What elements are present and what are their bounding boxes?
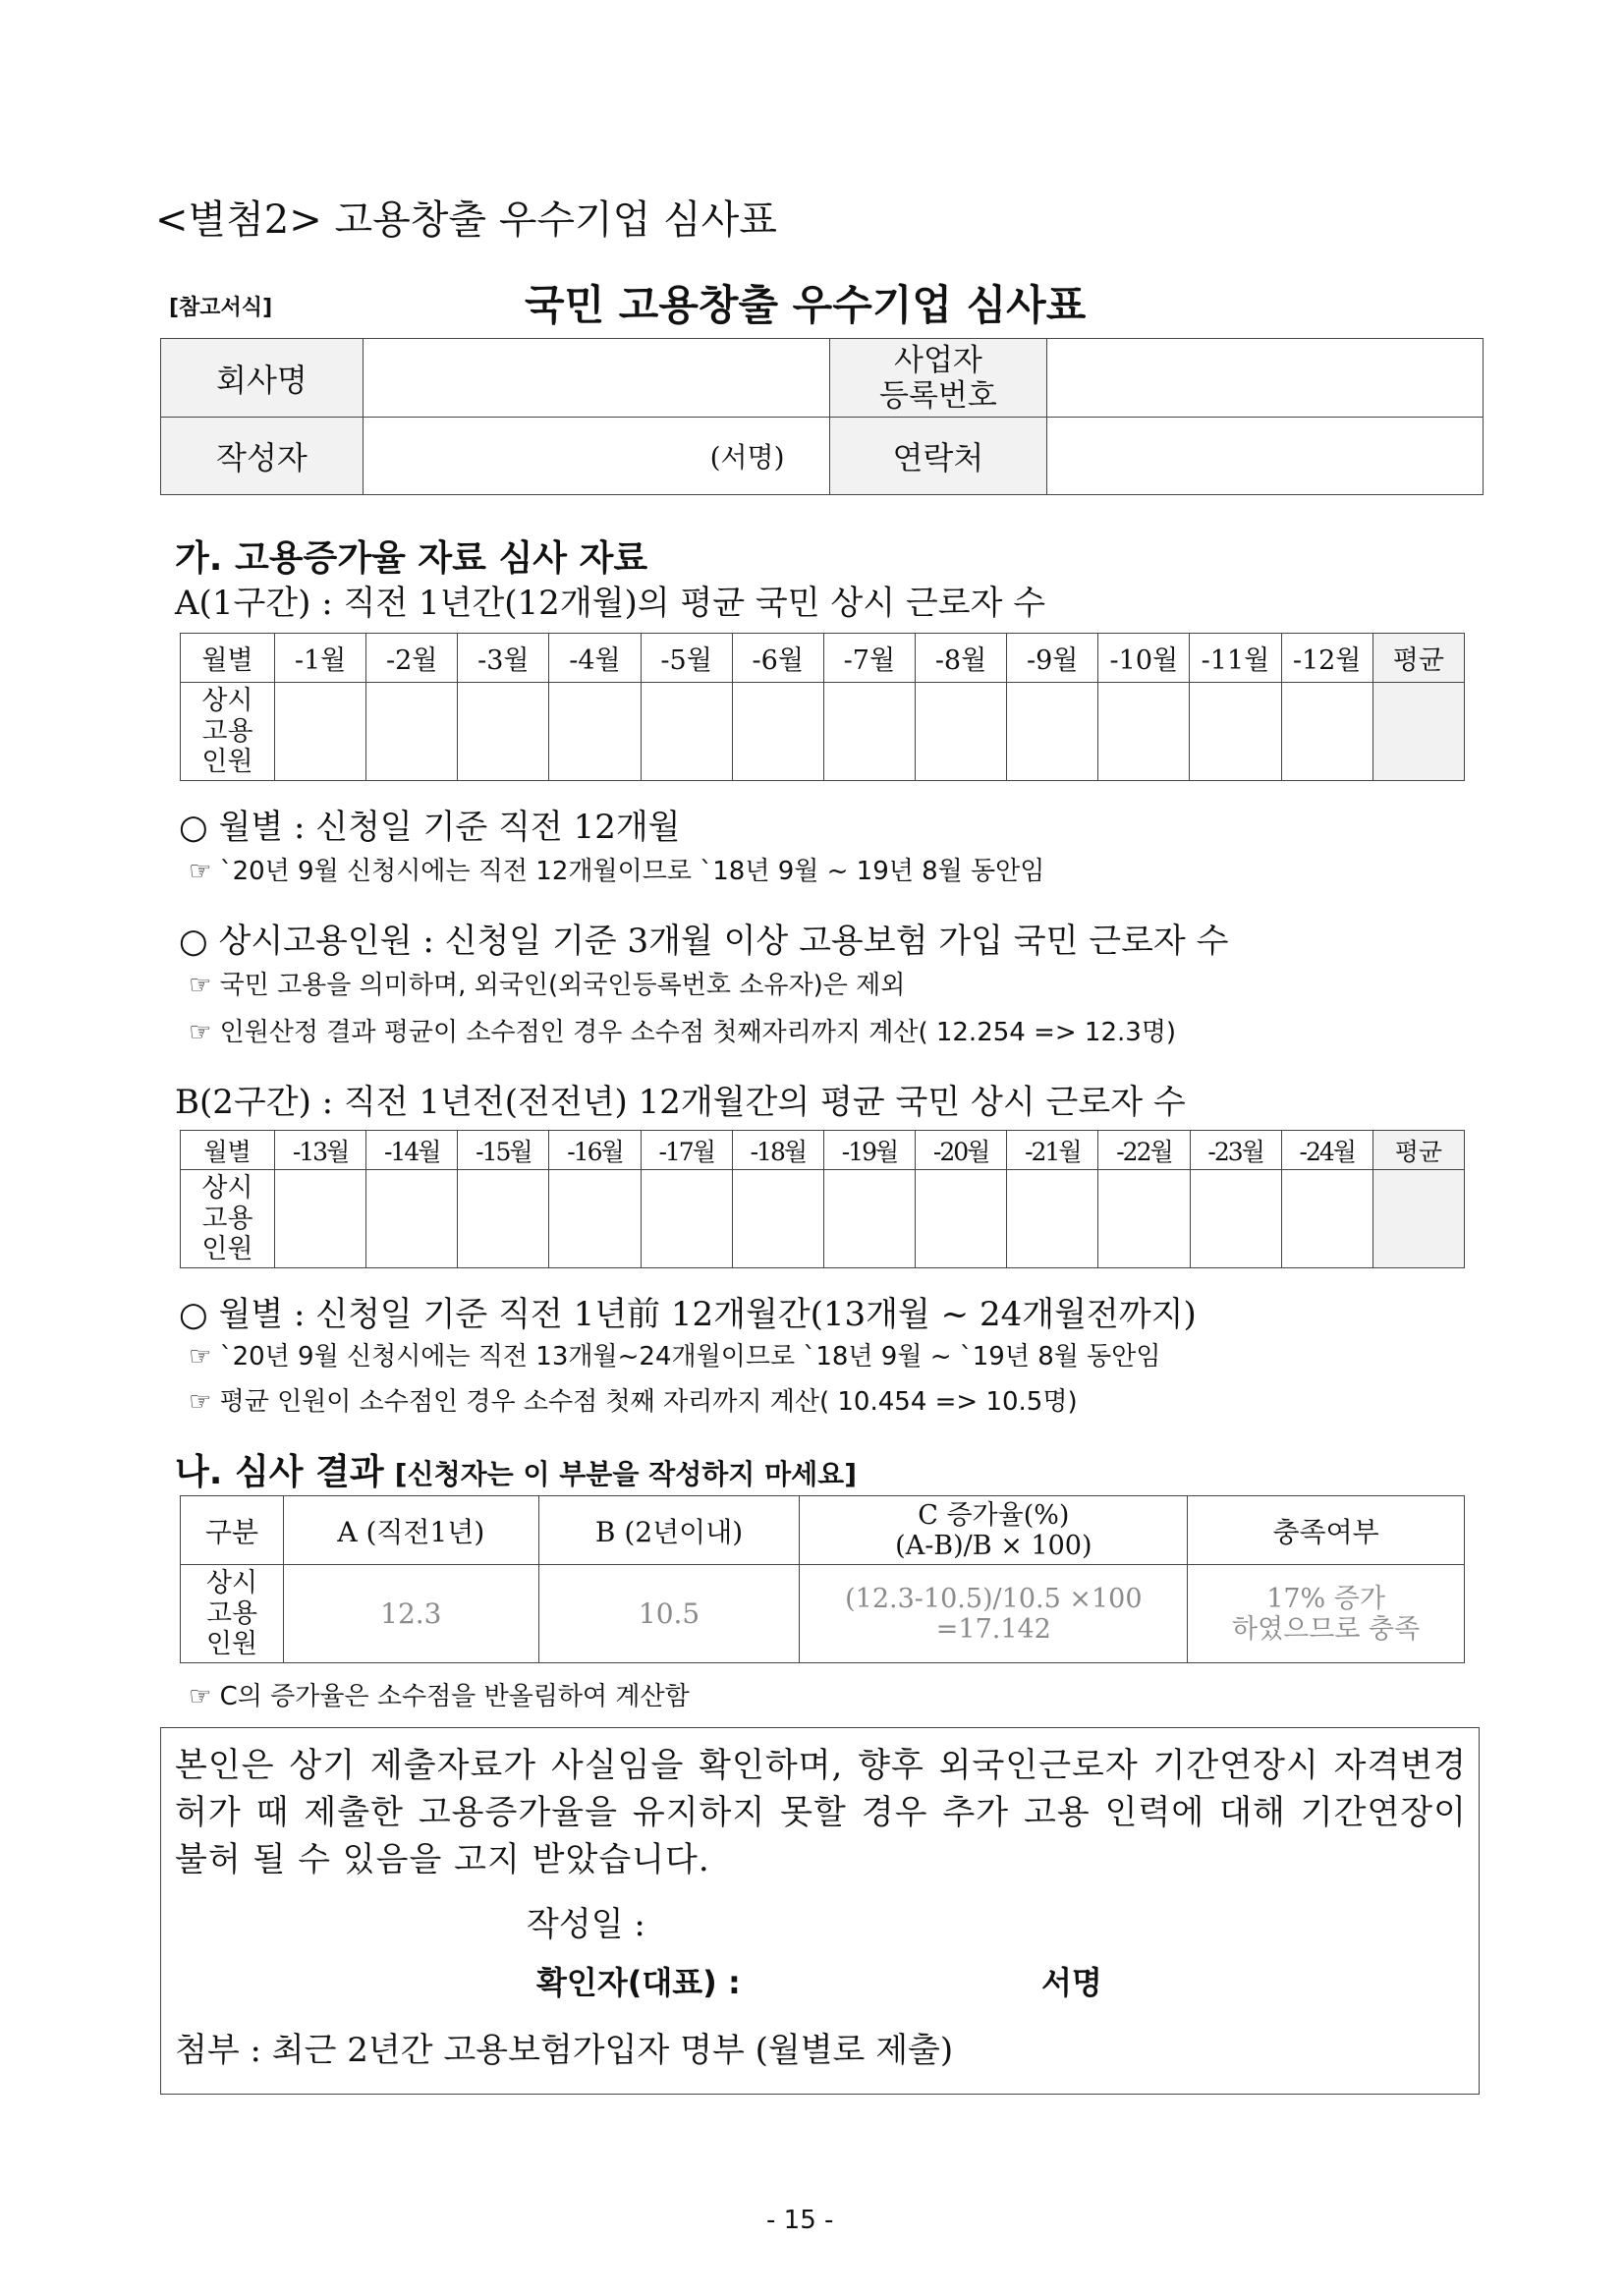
month-cell[interactable]	[366, 683, 458, 781]
month-b: -19월	[823, 1131, 915, 1170]
bizno-label: 사업자 등록번호	[829, 339, 1047, 418]
month-cell[interactable]	[1098, 683, 1190, 781]
value-c: (12.3-10.5)/10.5 ×100 =17.142	[800, 1565, 1188, 1663]
date-label: 작성일 :	[527, 1905, 645, 1944]
value-b: 10.5	[538, 1565, 800, 1663]
row-label: 상시 고용 인원	[181, 683, 275, 781]
form-label: [참고서식]	[169, 296, 273, 320]
section-a-heading: 가. 고용증가율 자료 심사 자료	[175, 538, 648, 579]
result-table	[180, 1495, 1465, 1663]
attachment-note: 첨부 : 최근 2년간 고용보험가입자 명부 (월별로 제출)	[175, 2031, 954, 2070]
month-a: -5월	[641, 634, 732, 683]
note-months-a-sub: ☞ `20년 9월 신청시에는 직전 12개월이므로 `18년 9월 ~ 19년 8월 동안임	[189, 857, 1045, 886]
section-b-heading-line	[175, 1444, 857, 1494]
month-cell[interactable]	[458, 1170, 549, 1268]
month-cell[interactable]	[916, 1170, 1007, 1268]
value-d: 17% 증가 하였으므로 충족	[1188, 1565, 1465, 1663]
month-cell[interactable]	[458, 683, 549, 781]
col-c-header: C 증가율(%) (A-B)/B × 100)	[800, 1496, 1188, 1565]
page-title: <별첨2> 고용창출 우수기업 심사표	[155, 197, 777, 243]
month-a: -7월	[823, 634, 915, 683]
month-a: -12월	[1281, 634, 1372, 683]
month-a: -11월	[1190, 634, 1281, 683]
company-label: 회사명	[161, 339, 364, 418]
month-b: -15월	[458, 1131, 549, 1170]
sign-hint: (서명)	[709, 441, 785, 474]
months-a-table	[180, 633, 1465, 781]
months-b-table	[180, 1130, 1465, 1268]
section-b-heading: 나. 심사 결과	[175, 1452, 384, 1492]
month-cell[interactable]	[366, 1170, 458, 1268]
month-b: -17월	[641, 1131, 732, 1170]
note-employees-sub2: ☞ 인원산정 결과 평균이 소수점인 경우 소수점 첫째자리까지 계산( 12.254 => 12.3명)	[189, 1018, 1177, 1047]
page-number: - 15 -	[766, 2206, 834, 2235]
section-b-note: [신청자는 이 부분을 작성하지 마세요]	[394, 1458, 858, 1490]
writer-label: 작성자	[161, 418, 364, 495]
month-cell[interactable]	[732, 1170, 823, 1268]
contact-field[interactable]	[1047, 418, 1484, 495]
note-months-a: ○ 월별 : 신청일 기준 직전 12개월	[179, 808, 681, 847]
month-cell[interactable]	[1190, 1170, 1281, 1268]
month-cell[interactable]	[549, 683, 641, 781]
company-field[interactable]	[363, 339, 829, 418]
month-cell[interactable]	[549, 1170, 641, 1268]
note-employees: ○ 상시고용인원 : 신청일 기준 3개월 이상 고용보험 가입 국민 근로자 수	[179, 922, 1229, 961]
sign-label: 서명	[1041, 1964, 1102, 2001]
writer-field[interactable]	[363, 418, 829, 495]
declaration-text: 본인은 상기 제출자료가 사실임을 확인하며, 향후 외국인근로자 기간연장시 자격변경 허가 때 제출한 고용증가율을 유지하지 못할 경우 추가 고용 인력에 대해 기간연장이 불허 될 수 있음을 고지 받았습니다.	[175, 1746, 1467, 1879]
header-table	[160, 338, 1484, 495]
month-cell[interactable]	[1281, 1170, 1372, 1268]
month-a: -9월	[1007, 634, 1098, 683]
month-cell[interactable]	[823, 683, 915, 781]
month-b: -22월	[1098, 1131, 1190, 1170]
value-a: 12.3	[283, 1565, 538, 1663]
month-cell[interactable]	[823, 1170, 915, 1268]
bizno-field[interactable]	[1047, 339, 1484, 418]
col-div-header: 구분	[181, 1496, 284, 1565]
col-b-header: B (2년이내)	[538, 1496, 800, 1565]
month-a: -4월	[549, 634, 641, 683]
form-title: 국민 고용창출 우수기업 심사표	[525, 281, 1087, 329]
note-months-b: ○ 월별 : 신청일 기준 직전 1년前 12개월간(13개월 ~ 24개월전까지)	[179, 1295, 1197, 1334]
row-label: 상시 고용 인원	[181, 1565, 284, 1663]
month-a: -3월	[458, 634, 549, 683]
month-cell[interactable]	[1281, 683, 1372, 781]
contact-label: 연락처	[829, 418, 1047, 495]
month-b: -24월	[1281, 1131, 1372, 1170]
avg-cell[interactable]	[1372, 1170, 1464, 1268]
note-months-b-sub2: ☞ 평균 인원이 소수점인 경우 소수점 첫째 자리까지 계산( 10.454 => 10.5명)	[189, 1387, 1078, 1417]
month-b: -14월	[366, 1131, 458, 1170]
avg-header: 평균	[1372, 1131, 1464, 1170]
month-b: -20월	[916, 1131, 1007, 1170]
month-a: -6월	[732, 634, 823, 683]
month-cell[interactable]	[1007, 683, 1098, 781]
month-cell[interactable]	[641, 1170, 732, 1268]
result-note: ☞ C의 증가율은 소수점을 반올림하여 계산함	[189, 1682, 690, 1711]
month-a: -2월	[366, 634, 458, 683]
declaration-box	[160, 1727, 1480, 2095]
confirm-label: 확인자(대표) :	[536, 1964, 741, 2001]
col-a-header: A (직전1년)	[283, 1496, 538, 1565]
month-cell[interactable]	[1098, 1170, 1190, 1268]
month-cell[interactable]	[641, 683, 732, 781]
month-cell[interactable]	[732, 683, 823, 781]
month-b: -23월	[1190, 1131, 1281, 1170]
row-label: 상시 고용 인원	[181, 1170, 275, 1268]
avg-cell[interactable]	[1372, 683, 1464, 781]
month-b: -13월	[274, 1131, 365, 1170]
month-cell[interactable]	[274, 683, 365, 781]
sub-b-heading: B(2구간) : 직전 1년전(전전년) 12개월간의 평균 국민 상시 근로자 수	[175, 1083, 1186, 1122]
month-cell[interactable]	[915, 683, 1006, 781]
note-months-b-sub1: ☞ `20년 9월 신청시에는 직전 13개월~24개월이므로 `18년 9월 ~ `19년 8월 동안임	[189, 1342, 1161, 1372]
month-cell[interactable]	[1007, 1170, 1098, 1268]
month-a: -1월	[274, 634, 365, 683]
month-a: -10월	[1098, 634, 1190, 683]
note-employees-sub1: ☞ 국민 고용을 의미하며, 외국인(외국인등록번호 소유자)은 제외	[189, 971, 906, 1000]
avg-header: 평균	[1372, 634, 1464, 683]
month-b: -18월	[732, 1131, 823, 1170]
month-cell[interactable]	[1190, 683, 1281, 781]
sub-a-heading: A(1구간) : 직전 1년간(12개월)의 평균 국민 상시 근로자 수	[175, 584, 1046, 623]
month-cell[interactable]	[274, 1170, 365, 1268]
months-header: 월별	[181, 634, 275, 683]
month-a: -8월	[915, 634, 1006, 683]
month-b: -21월	[1007, 1131, 1098, 1170]
month-b: -16월	[549, 1131, 641, 1170]
col-d-header: 충족여부	[1188, 1496, 1465, 1565]
months-header: 월별	[181, 1131, 275, 1170]
